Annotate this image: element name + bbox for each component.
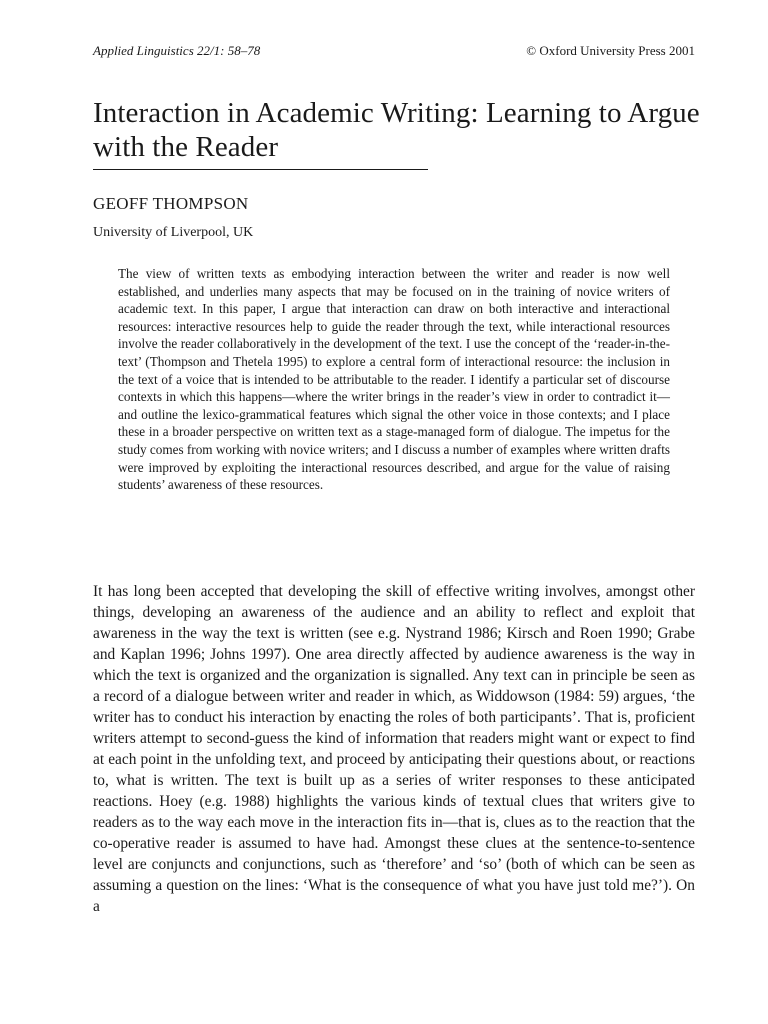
- body-paragraph: It has long been accepted that developing the skill of effective writing involves, amongst other things, developing an awareness of the audience and an ability to reflect and exploit that awareness in the way the text is written (see e.g. Nystrand 1986; Kirsch and Roen 1990; Grabe and Kaplan 1996; Johns 1997). One area directly affected by audience awareness is the way in which the text is organized and the organization is signalled. Any text can in principle be seen as a record of a dialogue between writer and reader in which, as Widdowson (1984: 59) argues, ‘the writer has to conduct his interaction by enacting the roles of both participants’. That is, proficient writers attempt to second-guess the kind of information that readers might want or expect to find at each point in the unfolding text, and proceed by anticipating their questions about, or reactions to, what is written. The text is built up as a series of writer responses to these anticipated reactions. Hoey (e.g. 1988) highlights the various kinds of textual clues that writers give to readers as to the way each move in the interaction fits in—that is, clues as to the reaction that the co-operative reader is assumed to have had. Amongst these clues at the sentence-to-sentence level are conjuncts and conjunctions, such as ‘therefore’ and ‘so’ (both of which can be seen as assuming a question on the lines: ‘What is the consequence of what you have just told me?’). On a: [93, 583, 695, 915]
- article-title: Interaction in Academic Writing: Learning to Argue with the Reader: [93, 97, 700, 163]
- journal-reference: Applied Linguistics 22/1: 58–78: [93, 43, 261, 58]
- author-affiliation: University of Liverpool, UK: [93, 225, 254, 240]
- running-head: [93, 43, 695, 59]
- title-underline: [93, 169, 428, 170]
- copyright-notice: © Oxford University Press 2001: [526, 43, 695, 58]
- author-name: GEOFF THOMPSON: [93, 194, 249, 213]
- abstract: The view of written texts as embodying interaction between the writer and reader is now well established, and underlies many aspects that may be focused on in the training of novice writers of academic text. In this paper, I argue that interaction can draw on both interactive and interactional resources: interactive resources help to guide the reader through the text, while interactional resources involve the reader collaboratively in the development of the text. I use the concept of the ‘reader-in-the-text’ (Thompson and Thetela 1995) to explore a central form of interactional resource: the inclusion in the text of a voice that is intended to be attributable to the reader. I identify a particular set of discourse contexts in which this happens—where the writer brings in the reader’s view in order to contradict it—and outline the lexico-grammatical features which signal the other voice in those contexts; and I place these in a broader perspective on written text as a stage-managed form of dialogue. The impetus for the study comes from working with novice writers; and I discuss a number of examples where written drafts were improved by exploiting the interactional resources described, and argue for the value of raising students’ awareness of these resources.: [118, 266, 670, 493]
